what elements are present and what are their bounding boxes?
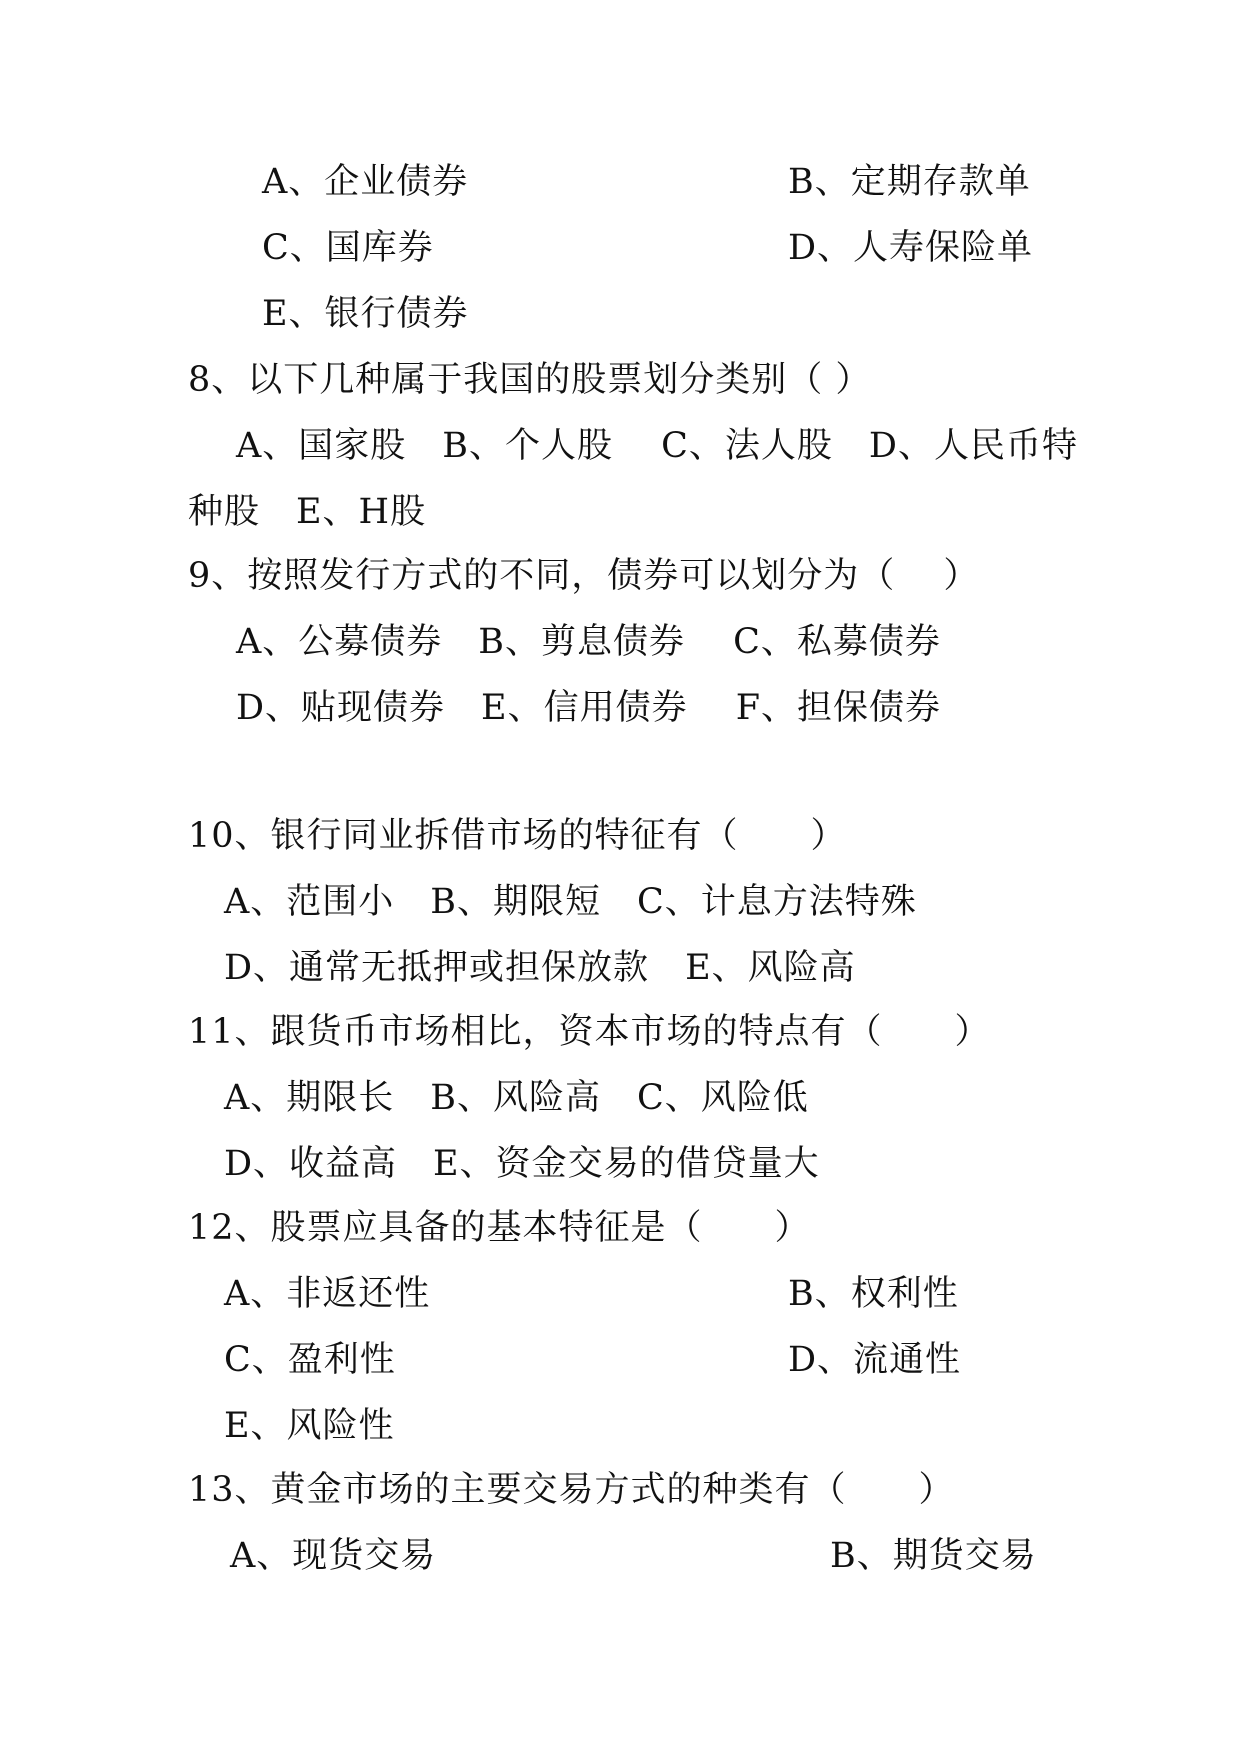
q12-option-b: B、权利性 [788,1274,959,1314]
q7-option-d: D、人寿保险单 [788,228,1034,268]
q12-option-e: E、风险性 [224,1406,395,1446]
q7-option-b: B、定期存款单 [788,162,1031,202]
q13-option-b: B、期货交易 [830,1536,1037,1576]
q12-option-a: A、非返还性 [224,1274,431,1314]
q9-options-line1: A、公募债券 B、剪息债券 C、私募债券 [236,622,941,662]
q8-options-line1: A、国家股 B、个人股 C、法人股 D、人民币特 [236,426,1078,466]
q9-options-line2: D、贴现债券 E、信用债券 F、担保债券 [236,688,942,728]
q11-options-line2: D、收益高 E、资金交易的借贷量大 [224,1144,820,1184]
q8-stem: 8、以下几种属于我国的股票划分类别（ ） [188,360,872,400]
q12-option-d: D、流通性 [788,1340,962,1380]
q8-options-line2: 种股 E、H股 [188,492,427,532]
q7-option-c: C、国库券 [262,228,434,268]
q12-option-c: C、盈利性 [224,1340,396,1380]
q11-stem: 11、跟货币市场相比，资本市场的特点有（ ） [188,1012,991,1052]
q12-stem: 12、股票应具备的基本特征是（ ） [188,1208,811,1248]
q13-stem: 13、黄金市场的主要交易方式的种类有（ ） [188,1470,955,1510]
q7-option-e: E、银行债券 [262,294,469,334]
q10-options-line2: D、通常无抵押或担保放款 E、风险高 [224,948,856,988]
q10-options-line1: A、范围小 B、期限短 C、计息方法特殊 [224,882,917,922]
q9-stem: 9、按照发行方式的不同，债券可以划分为（ ） [188,556,980,596]
q10-stem: 10、银行同业拆借市场的特征有（ ） [188,816,847,856]
q7-option-a: A、企业债券 [262,162,469,202]
q11-options-line1: A、期限长 B、风险高 C、风险低 [224,1078,809,1118]
q13-option-a: A、现货交易 [230,1536,437,1576]
